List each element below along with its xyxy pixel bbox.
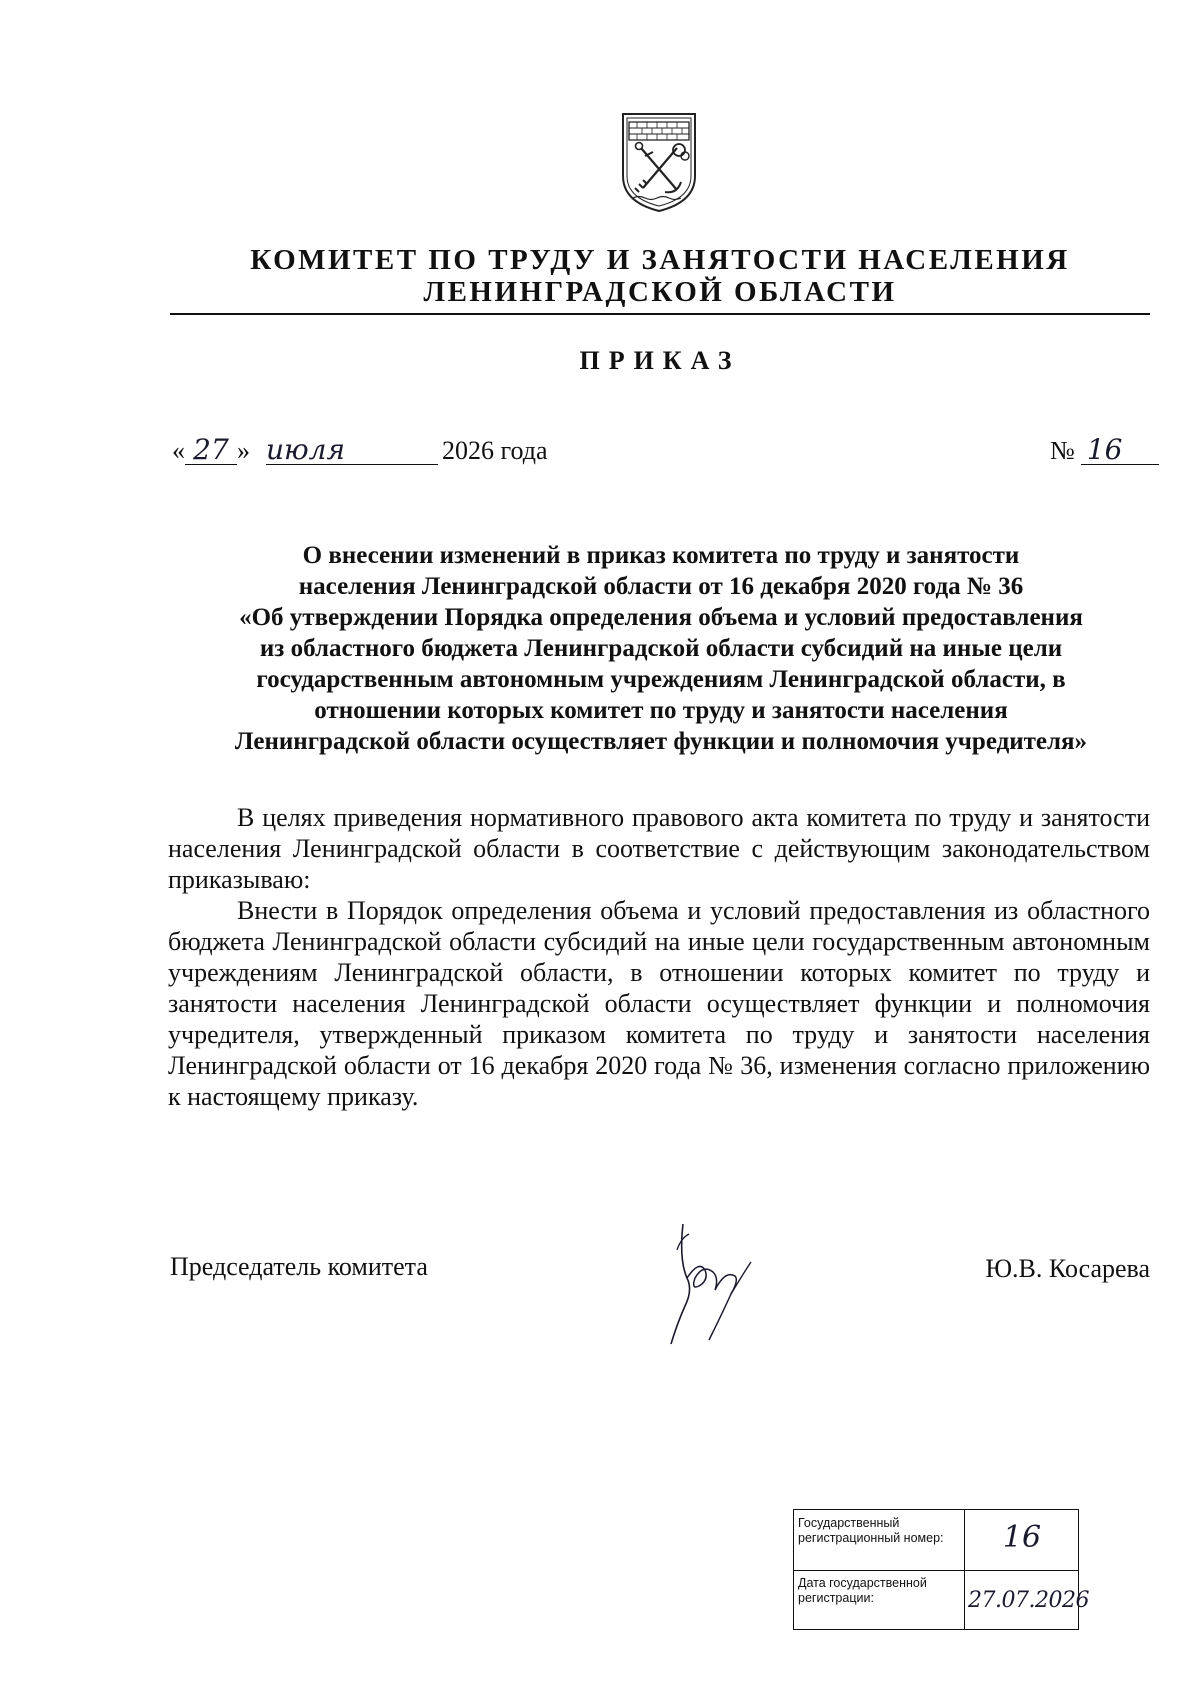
registration-date-label: Дата государственной регистрации: (798, 1576, 927, 1605)
date-open-quote: « (172, 436, 185, 465)
heading-line: отношении которых комитет по труду и занятости населения (314, 697, 1008, 724)
signer-title: Председатель комитета (170, 1252, 428, 1281)
document-type-title: ПРИКАЗ (579, 346, 741, 375)
heading-line: населения Ленинградской области от 16 декабря 2020 года № 36 (298, 573, 1024, 600)
registration-number-row (794, 1510, 1078, 1571)
body-paragraph: В целях приведения нормативного правового акта комитета по труду и занятости населения Ленинградской области в соответствие с действующим законодательством приказываю: (168, 803, 1150, 894)
heading-line: из областного бюджета Ленинградской области субсидий на иные цели (259, 635, 1063, 662)
date-year: 2026 года (442, 436, 548, 465)
number-label: № (1050, 436, 1075, 465)
organization-name-line-2: ЛЕНИНГРАДСКОЙ ОБЛАСТИ (423, 276, 897, 308)
signer-name: Ю.В. Косарева (985, 1254, 1150, 1283)
order-body (168, 802, 1150, 1112)
heading-line: О внесении изменений в приказ комитета по труду и занятости (302, 542, 1020, 569)
stamp-divider (964, 1510, 965, 1570)
registration-date-value: 27.07.2026 (968, 1588, 1089, 1613)
date-day: 27 (185, 436, 237, 465)
order-heading (172, 540, 1150, 757)
stamp-divider (964, 1570, 965, 1630)
number-value: 16 (1081, 436, 1159, 465)
heading-line: государственным автономным учреждениям Ленинградской области, в (256, 666, 1066, 693)
registration-number-label: Государственный регистрационный номер: (798, 1516, 944, 1545)
date-close-quote: » (237, 436, 250, 465)
header-divider (170, 313, 1150, 315)
date-month: июля (266, 436, 438, 465)
heading-line: «Об утверждении Порядка определения объема и условий предоставления (239, 604, 1083, 631)
registration-stamp (793, 1509, 1089, 1630)
body-paragraph: Внести в Порядок определения объема и условий предоставления из областного бюджета Ленинградской области субсидий на иные цели государственным автономным учреждениям Ленинградской области, в отношении которых комитет по труду и занятости населения Ленинградской области осуществляет функции и полномочия учредителя, утвержденный приказом комитета по труду и занятости населения Ленинградской области от 16 декабря 2020 года № 36, изменения согласно приложению к настоящему приказу. (168, 896, 1150, 1111)
order-date (172, 433, 548, 466)
organization-name-line-1: КОМИТЕТ ПО ТРУДУ И ЗАНЯТОСТИ НАСЕЛЕНИЯ (250, 244, 1070, 276)
registration-number-value: 16 (1002, 1520, 1042, 1555)
coat-of-arms-emblem (619, 110, 699, 214)
order-number (1050, 433, 1159, 466)
registration-date-row (794, 1570, 1089, 1630)
heading-line: Ленинградской области осуществляет функции и полномочия учредителя» (234, 728, 1088, 755)
handwritten-signature (665, 1220, 755, 1346)
